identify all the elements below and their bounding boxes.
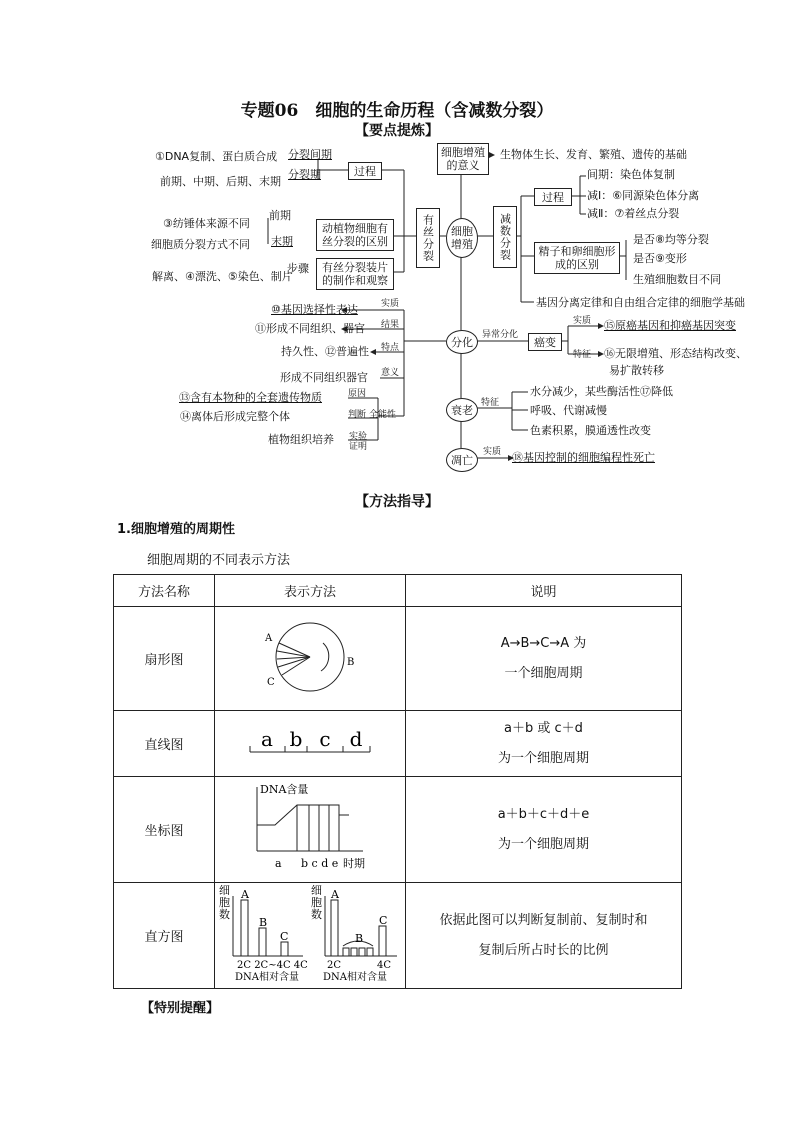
steps-label: 步骤	[287, 262, 309, 275]
mitosis-vertical-box: 有丝分裂	[416, 208, 440, 268]
cancer-essence: ⑮原癌基因和抑癌基因突变	[604, 319, 736, 332]
hist2-ylabel-3: 数	[311, 907, 322, 921]
fan-label-a: A	[265, 632, 273, 644]
hist-ylabel-1: 细	[219, 883, 230, 897]
row-name: 扇形图	[114, 607, 215, 711]
line-label-c: c	[319, 726, 331, 751]
row-desc	[406, 607, 682, 711]
desc-line-2: 一个细胞周期	[504, 665, 583, 681]
header-name: 方法名称	[114, 575, 215, 607]
deformation: 是否⑨变形	[633, 252, 687, 265]
coord-xlabel: 时期	[343, 856, 365, 870]
prophase-label: 前期	[269, 209, 291, 222]
desc-line-2: 为一个细胞周期	[497, 750, 589, 766]
proof-label: 实验证明	[349, 432, 368, 452]
line-diagram	[245, 722, 375, 762]
hist2-ylabel-1: 细	[311, 883, 322, 897]
hist2-tick-right: 4C	[377, 959, 392, 971]
spindle-difference: ③纺锤体来源不同	[163, 217, 250, 230]
cancer-feature-line2: 易扩散转移	[609, 364, 664, 377]
gene-expression: ⑩基因选择性表达	[271, 303, 358, 316]
row-name: 直方图	[114, 883, 215, 989]
process-box-meiosis: 过程	[534, 188, 572, 206]
cell-cycle-heading: 1.细胞增殖的周期性	[117, 522, 235, 537]
interphase-label: 分裂间期	[288, 148, 332, 161]
hist2-tick-left: 2C	[327, 959, 342, 971]
feature-label: 特点	[381, 343, 400, 353]
phase-label: 分裂期	[288, 168, 321, 181]
histogram-diagram	[217, 884, 403, 984]
plant-animal-diff-box: 动植物细胞有丝分裂的区别	[316, 219, 394, 251]
histogram-cell	[215, 883, 406, 989]
desc-line-1: a＋b 或 c＋d	[504, 720, 583, 736]
judge-label: 判断	[348, 410, 367, 420]
fan-label-b: B	[347, 656, 355, 668]
differentiation-result: ⑪形成不同组织、器官	[255, 322, 365, 335]
significance-text: 生物体生长、发育、繁殖、遗传的基础	[500, 148, 687, 161]
line-label-a: a	[261, 726, 273, 751]
phase-desc: 前期、中期、后期、末期	[160, 175, 281, 188]
meiosis-one: 减Ⅰ：⑥同源染色体分离	[587, 189, 700, 202]
fan-diagram	[255, 617, 365, 697]
aging-feature-3: 色素积累，膜通透性改变	[530, 424, 651, 437]
essence-label: 实质	[381, 299, 400, 309]
methods-table	[113, 574, 682, 989]
cancer-feature-line1: ⑯无限增殖、形态结构改变、	[604, 347, 747, 360]
row-name: 坐标图	[114, 777, 215, 883]
telophase-label: 末期	[271, 235, 293, 248]
apoptosis-essence: ⑱基因控制的细胞编程性死亡	[512, 451, 655, 464]
line-label-b: b	[289, 726, 303, 751]
mitosis-experiment-box: 有丝分裂装片的制作和观察	[316, 258, 394, 290]
hist2-ylabel-2: 胞	[311, 895, 322, 909]
row-desc	[406, 777, 682, 883]
row-name: 直线图	[114, 711, 215, 777]
totipotency-judge: ⑭离体后形成完整个体	[180, 410, 290, 423]
hist-label-b: B	[259, 915, 268, 929]
table-header-row	[114, 575, 682, 607]
hist-xlabel: DNA相对含量	[235, 971, 299, 983]
cytokinesis-difference: 细胞质分裂方式不同	[151, 238, 250, 251]
special-reminder: 【特别提醒】	[141, 1001, 220, 1016]
cell-proliferation-node: 细胞增殖	[446, 218, 478, 258]
cell-count: 生殖细胞数目不同	[633, 273, 721, 286]
coord-ylabel: DNA含量	[260, 782, 309, 796]
meiosis-two: 减Ⅱ：⑦着丝点分裂	[587, 207, 680, 220]
equal-division: 是否⑧均等分裂	[633, 233, 709, 246]
fan-diagram-cell	[215, 607, 406, 711]
desc-line-2: 复制后所占时长的比例	[478, 942, 609, 958]
meiosis-vertical-box: 减数分裂	[493, 206, 517, 268]
differentiation-feature: 持久性、⑫普遍性	[281, 345, 369, 358]
hist2-label-b: B	[355, 931, 364, 945]
key-points-heading: 【要点提炼】	[355, 123, 439, 139]
significance-box: 细胞增殖的意义	[437, 143, 489, 175]
experiment-steps: 解离、④漂洗、⑤染色、制片	[152, 270, 293, 283]
desc-line-1: a＋b＋c＋d＋e	[497, 806, 590, 822]
meaning-label: 意义	[381, 368, 400, 378]
apoptosis-essence-label: 实质	[483, 447, 502, 457]
header-desc: 说明	[406, 575, 682, 607]
coord-diagram	[245, 781, 375, 875]
line-diagram-cell	[215, 711, 406, 777]
table-row	[114, 777, 682, 883]
hist2-xlabel: DNA相对含量	[323, 971, 387, 983]
header-method: 表示方法	[215, 575, 406, 607]
hist-ylabel-3: 数	[219, 907, 230, 921]
hist2-label-c: C	[379, 913, 388, 927]
line-label-d: d	[349, 726, 363, 751]
hist2-label-a: A	[331, 887, 339, 901]
cancer-feature-label: 特征	[573, 350, 592, 360]
tissue-culture: 植物组织培养	[268, 433, 334, 446]
fan-label-c: C	[267, 676, 275, 688]
differentiation-node: 分化	[446, 330, 478, 354]
method-heading: 【方法指导】	[355, 494, 439, 510]
hist-ylabel-2: 胞	[219, 895, 230, 909]
table-row	[114, 883, 682, 989]
totipotency-label: 全能性	[369, 410, 397, 420]
abnormal-label: 异常分化	[482, 330, 519, 340]
desc-line-1: A→B→C→A 为	[500, 635, 587, 651]
gamete-formation-box: 精子和卵细胞形成的区别	[534, 242, 620, 274]
table-row	[114, 607, 682, 711]
cancer-box: 癌变	[528, 333, 562, 351]
desc-line-1: 依据此图可以判断复制前、复制时和	[439, 912, 648, 928]
coord-label-bcde: b c d e	[301, 856, 339, 870]
meiosis-interphase: 间期：染色体复制	[587, 168, 675, 181]
apoptosis-node: 凋亡	[446, 448, 478, 472]
totipotency-cause: ⑬含有本物种的全套遗传物质	[179, 391, 322, 404]
hist-label-c: C	[280, 929, 289, 943]
process-box-mitosis: 过程	[348, 162, 382, 180]
aging-node: 衰老	[446, 398, 478, 422]
row-desc	[406, 883, 682, 989]
hist-ticks: 2C 2C~4C 4C	[237, 959, 308, 971]
result-label: 结果	[381, 320, 400, 330]
genetic-basis: 基因分离定律和自由组合定律的细胞学基础	[536, 296, 745, 309]
table-row	[114, 711, 682, 777]
aging-feature-1: 水分减少，某些酶活性⑰降低	[530, 385, 673, 398]
cancer-essence-label: 实质	[573, 316, 592, 326]
desc-line-2: 为一个细胞周期	[497, 836, 589, 852]
differentiation-meaning: 形成不同组织器官	[280, 371, 368, 384]
hist-label-a: A	[241, 887, 249, 901]
cause-label: 原因	[348, 389, 367, 399]
aging-feature-2: 呼吸、代谢减慢	[530, 404, 607, 417]
page-title: 专题06 细胞的生命历程（含减数分裂）	[240, 101, 554, 121]
coord-label-a: a	[275, 856, 282, 870]
row-desc	[406, 711, 682, 777]
interphase-desc: ①DNA复制、蛋白质合成	[155, 150, 278, 163]
aging-feature-label: 特征	[481, 398, 500, 408]
intro-text: 细胞周期的不同表示方法	[147, 553, 291, 568]
coord-diagram-cell	[215, 777, 406, 883]
